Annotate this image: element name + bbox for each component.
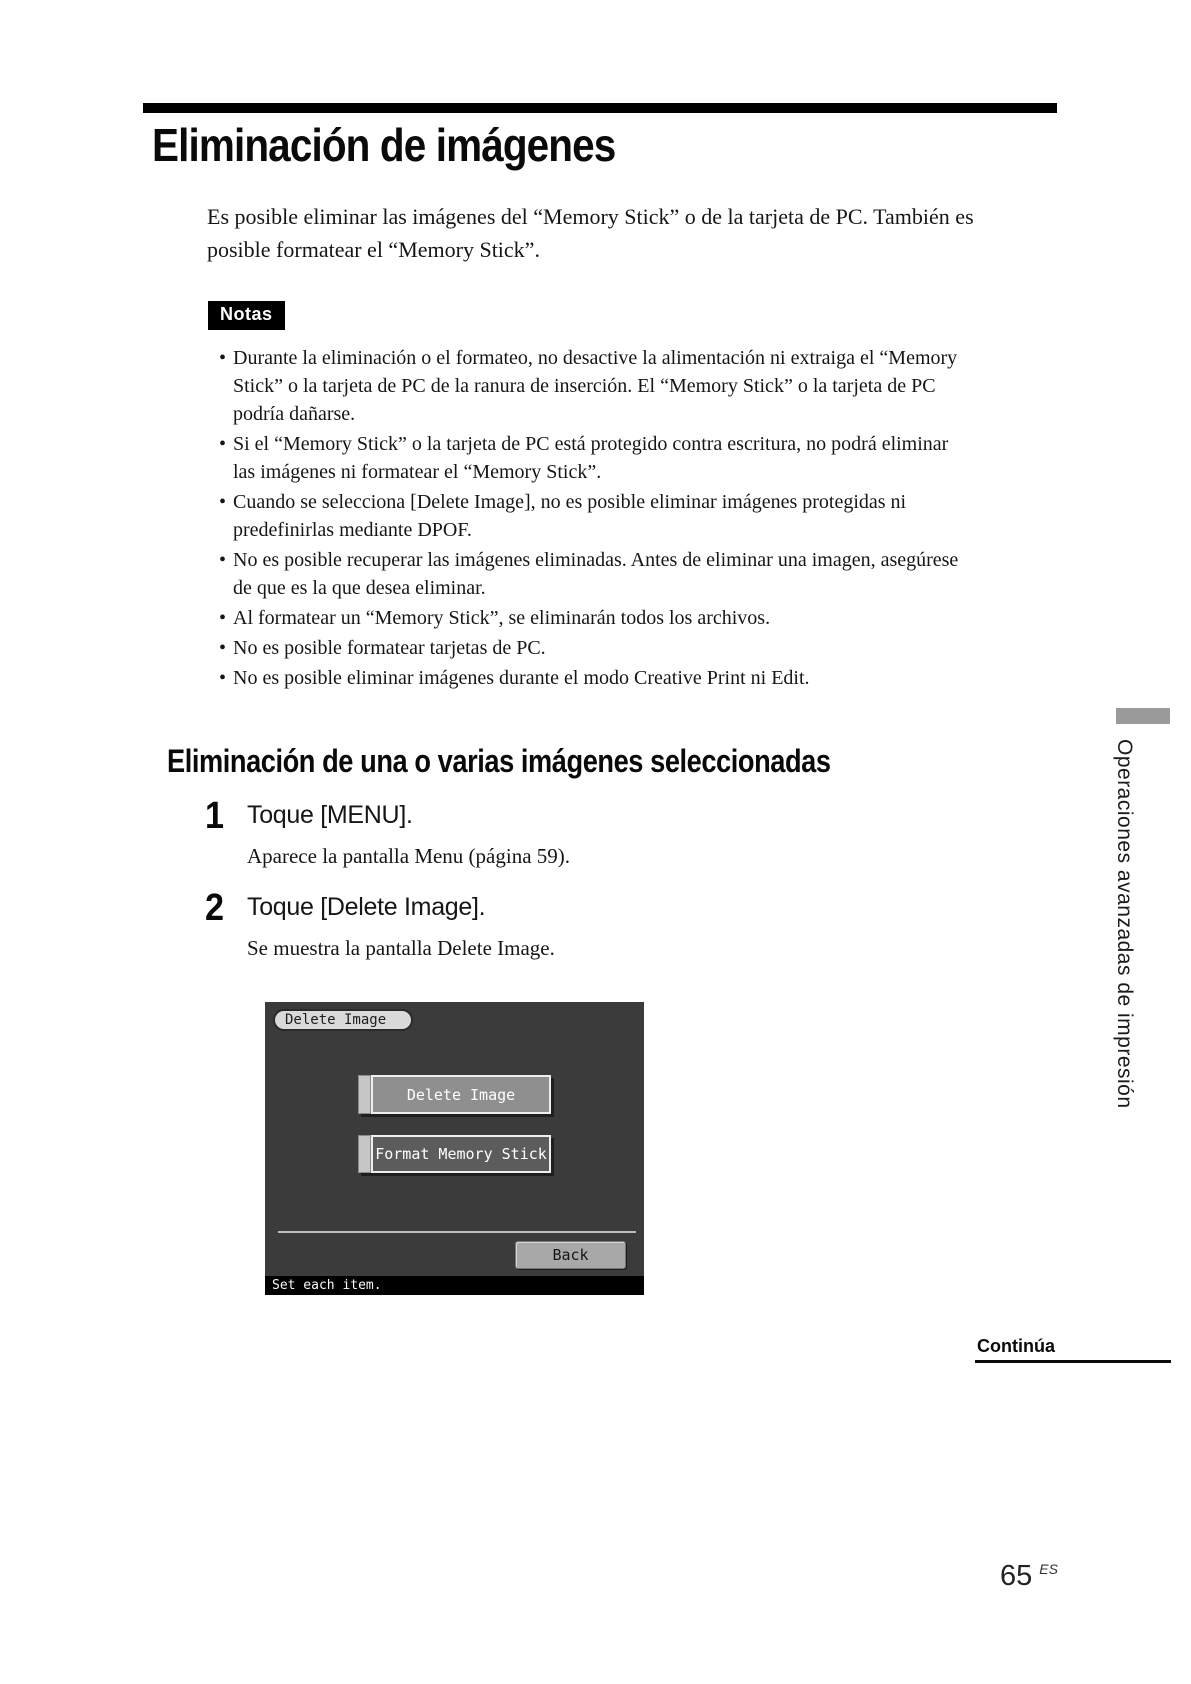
lcd-separator-line <box>278 1231 636 1233</box>
sidebar-section-label: Operaciones avanzadas de impresión <box>1113 739 1136 1109</box>
page-number-suffix: ES <box>1039 1561 1058 1577</box>
button-side-tab <box>358 1135 371 1173</box>
note-item: • Durante la eliminación o el formateo, no desactive la alimentación ni extraiga el “Memory Stick” o la tarjeta de PC de la ranura de inserción. El “Memory Stick” o la tarjeta de PC podría dañarse. <box>219 344 967 428</box>
back-button[interactable]: Back <box>515 1241 626 1269</box>
note-item: • No es posible recuperar las imágenes eliminadas. Antes de eliminar una imagen, asegúrese de que es la que desea eliminar. <box>219 546 967 602</box>
step-detail: Aparece la pantalla Menu (página 59). <box>247 844 571 868</box>
format-memory-stick-button[interactable] <box>358 1135 551 1173</box>
lcd-screen-title: Delete Image <box>273 1009 413 1031</box>
page-number-value: 65 <box>1000 1560 1033 1592</box>
button-label: Delete Image <box>371 1075 551 1114</box>
note-item: • No es posible eliminar imágenes durante el modo Creative Print ni Edit. <box>219 664 967 692</box>
section-title: Eliminación de una o varias imágenes seleccionadas <box>167 743 831 779</box>
page-title: Eliminación de imágenes <box>152 119 616 171</box>
step-detail: Se muestra la pantalla Delete Image. <box>247 936 555 960</box>
notes-list <box>219 344 967 694</box>
page-number <box>1000 1560 1058 1593</box>
intro-paragraph: Es posible eliminar las imágenes del “Memory Stick” o de la tarjeta de PC. También es posible formatear el “Memory Stick”. <box>207 204 974 262</box>
step-1 <box>205 795 571 871</box>
button-label: Format Memory Stick <box>371 1135 551 1173</box>
note-item: • No es posible formatear tarjetas de PC. <box>219 634 967 662</box>
delete-image-button[interactable] <box>358 1075 551 1114</box>
note-item: • Si el “Memory Stick” o la tarjeta de PC está protegido contra escritura, no podrá eliminar las imágenes ni formatear el “Memory Stick”. <box>219 430 967 486</box>
button-side-tab <box>358 1075 371 1114</box>
step-2 <box>205 887 555 963</box>
step-number: 1 <box>205 795 225 837</box>
title-rule <box>143 103 1057 113</box>
lcd-screenshot <box>265 1002 644 1295</box>
continue-label: Continúa <box>977 1336 1055 1356</box>
step-action: Toque [MENU]. <box>247 801 413 829</box>
note-item: • Al formatear un “Memory Stick”, se eliminarán todos los archivos. <box>219 604 967 632</box>
notes-badge: Notas <box>208 301 285 330</box>
step-action: Toque [Delete Image]. <box>247 893 486 921</box>
lcd-status-bar: Set each item. <box>265 1276 644 1295</box>
continue-rule <box>975 1360 1171 1363</box>
section-marker <box>1116 708 1170 724</box>
step-number: 2 <box>205 887 225 929</box>
note-item: • Cuando se selecciona [Delete Image], no es posible eliminar imágenes protegidas ni predefinirlas mediante DPOF. <box>219 488 967 544</box>
